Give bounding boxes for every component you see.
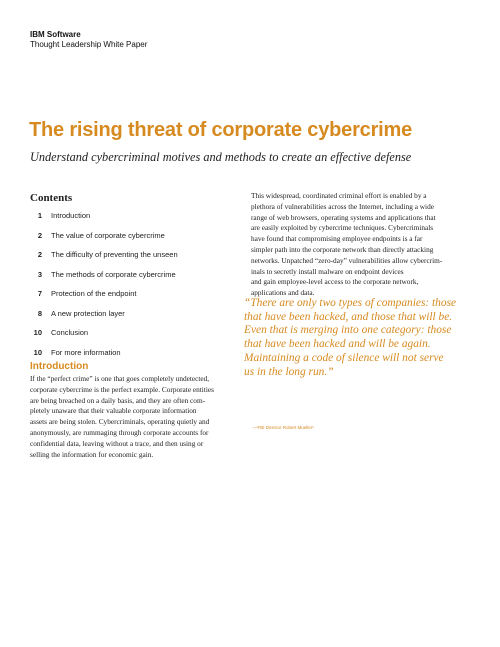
toc-label: The value of corporate cybercrime (51, 230, 165, 240)
body-line: pletely unaware that their valuable corporate information (30, 406, 197, 416)
quote-line: that have been hacked and will be again. (244, 338, 431, 351)
body-line: If the “perfect crime” is one that goes completely undetected, (30, 374, 210, 383)
introduction-body (30, 374, 235, 460)
body-line: are being breached on a daily basis, and they are often com- (30, 395, 206, 405)
body-line: simpler path into the corporate network than directly attacking (251, 244, 434, 254)
body-line: and gain employee-level access to the corporate network, (251, 277, 419, 287)
body-line: assets are being stolen. Cybercriminals, operating quietly and (30, 417, 210, 427)
toc-label: Protection of the endpoint (51, 289, 137, 298)
body-line: networks. Unpatched “zero-day” vulnerabilities allow cybercrim- (251, 255, 443, 265)
toc-label: The methods of corporate cybercrime (51, 269, 176, 279)
body-line: confidential data, leaving without a trace, and then using or (30, 438, 204, 448)
document-header (30, 30, 147, 50)
toc-label: Introduction (51, 211, 91, 220)
pull-quote (244, 297, 474, 379)
quote-line: that have been hacked, and those that will be. (244, 310, 453, 323)
toc-label: Conclusion (51, 328, 89, 337)
toc-item[interactable] (30, 211, 230, 231)
brand-name: IBM Software (30, 30, 81, 39)
toc-item[interactable] (30, 270, 230, 290)
quote-line: “There are only two types of companies: those (244, 297, 457, 309)
toc-page-number: 2 (37, 230, 42, 240)
toc-label: For more information (51, 347, 121, 357)
toc-page-number: 10 (33, 347, 42, 357)
toc-page-number: 1 (37, 211, 42, 220)
contents-heading: Contents (30, 192, 73, 204)
quote-line: us in the long run.” (244, 365, 334, 378)
toc-page-number: 10 (33, 328, 42, 337)
body-line: selling the information for economic gain. (30, 449, 154, 459)
body-line: are easily exploited by cybercrime techniques. Cybercriminals (251, 223, 434, 233)
quote-line: Even that is merging into one category: those (244, 324, 452, 337)
quote-line: Maintaining a code of silence will not serve (244, 351, 444, 364)
toc-item[interactable] (30, 231, 230, 251)
body-line: This widespread, coordinated criminal effort is enabled by a (251, 191, 427, 200)
toc-label: A new protection layer (51, 308, 125, 318)
table-of-contents (30, 211, 230, 367)
body-line: have found that compromising employee endpoints is a far (251, 234, 423, 244)
document-subtitle: Understand cybercriminal motives and methods to create an effective defense (30, 150, 412, 164)
body-line: applications and data. (251, 288, 315, 298)
body-line: inals to secretly install malware on endpoint devices (251, 266, 404, 276)
document-title: The rising threat of corporate cybercrime (29, 119, 413, 141)
toc-page-number: 8 (37, 308, 42, 318)
toc-item[interactable] (30, 250, 230, 270)
body-line: corporate cybercrime is the perfect example. Corporate entities (30, 384, 214, 394)
toc-item[interactable] (30, 328, 230, 348)
quote-attribution: —FBI Director Robert Mueller¹ (253, 425, 314, 430)
toc-page-number: 7 (37, 289, 42, 298)
toc-item[interactable] (30, 289, 230, 309)
body-line: plethora of vulnerabilities across the Internet, including a wide (251, 201, 434, 211)
toc-page-number: 3 (37, 269, 42, 279)
toc-page-number: 2 (37, 250, 42, 259)
body-line: range of web browsers, operating systems and applications that (251, 212, 436, 222)
toc-item[interactable] (30, 309, 230, 329)
introduction-heading: Introduction (30, 361, 89, 372)
right-column-body (251, 191, 466, 299)
body-line: anonymously, are rummaging through corporate accounts for (30, 427, 209, 437)
document-series: Thought Leadership White Paper (30, 40, 148, 49)
toc-label: The difficulty of preventing the unseen (51, 250, 178, 259)
